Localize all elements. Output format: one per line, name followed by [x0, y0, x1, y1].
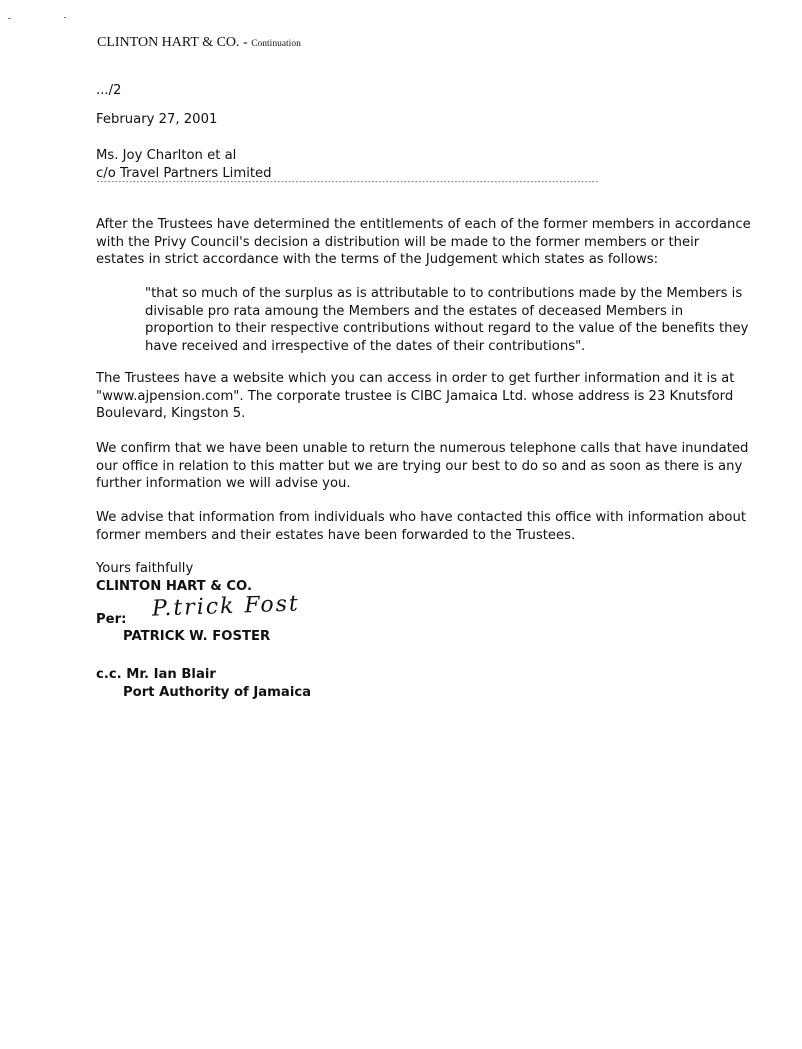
- text-line: our office in relation to this matter but we are trying our best to do so and as soon as there is any: [96, 458, 743, 474]
- quote-line: "that so much of the surplus as is attributable to to contributions made by the Members is: [145, 286, 743, 301]
- signer-name: PATRICK W. FOSTER: [123, 629, 271, 644]
- text-line: estates in strict accordance with the terms of the Judgement which states as follows:: [96, 252, 659, 267]
- text-line: with the Privy Council's decision a distribution will be made to the former members or their: [96, 234, 700, 250]
- letter-date: February 27, 2001: [96, 112, 218, 127]
- cc-name: Mr. Ian Blair: [126, 667, 216, 682]
- divider-line: -------------------------------------------------------------------------------------------------------------------------------------------: [96, 178, 599, 186]
- quote-line: have received and irrespective of the dates of their contributions".: [145, 338, 586, 354]
- text-line: "www.ajpension.com". The corporate trustee is CIBC Jamaica Ltd. whose address is 23 Knutsford: [96, 388, 734, 404]
- cc-block: [96, 666, 216, 684]
- per-label: Per:: [96, 612, 127, 627]
- quote-line: divisable pro rata amoung the Members and the estates of deceased Members in: [145, 303, 684, 319]
- letterhead-continuation: [97, 35, 301, 51]
- scan-speck: [64, 17, 66, 18]
- paragraph-telephone: [96, 440, 749, 493]
- paragraph-information: [96, 509, 747, 544]
- continuation-label: Continuation: [251, 39, 301, 49]
- text-line: former members and their estates have been forwarded to the Trustees.: [96, 527, 576, 543]
- scan-speck: [8, 18, 11, 19]
- text-line: The Trustees have a website which you can access in order to get further information and it is at: [96, 371, 735, 386]
- text-line: further information we will advise you.: [96, 476, 351, 491]
- recipient-company: c/o Travel Partners Limited: [96, 165, 272, 181]
- cc-organization: Port Authority of Jamaica: [123, 685, 312, 700]
- closing-block: [96, 560, 736, 595]
- text-line: We confirm that we have been unable to return the numerous telephone calls that have inundated: [96, 441, 749, 456]
- salutation: Yours faithfully: [96, 561, 194, 576]
- cc-label: c.c.: [96, 667, 122, 682]
- text-line: Boulevard, Kingston 5.: [96, 406, 246, 421]
- text-line: After the Trustees have determined the entitlements of each of the former members in accordance: [96, 217, 751, 232]
- text-line: We advise that information from individuals who have contacted this office with information about: [96, 510, 747, 525]
- firm-header: CLINTON HART & CO. -: [97, 35, 248, 50]
- handwritten-signature: P.trick Fost: [151, 591, 301, 622]
- judgement-quote: [145, 285, 749, 355]
- quote-line: proportion to their respective contributions without regard to the value of the benefits they: [145, 321, 749, 336]
- page-marker: .../2: [96, 83, 122, 98]
- paragraph-website: [96, 370, 736, 423]
- paragraph-distribution: [96, 216, 751, 269]
- closing-firm: CLINTON HART & CO.: [96, 578, 252, 594]
- recipient-name: Ms. Joy Charlton et al: [96, 148, 237, 163]
